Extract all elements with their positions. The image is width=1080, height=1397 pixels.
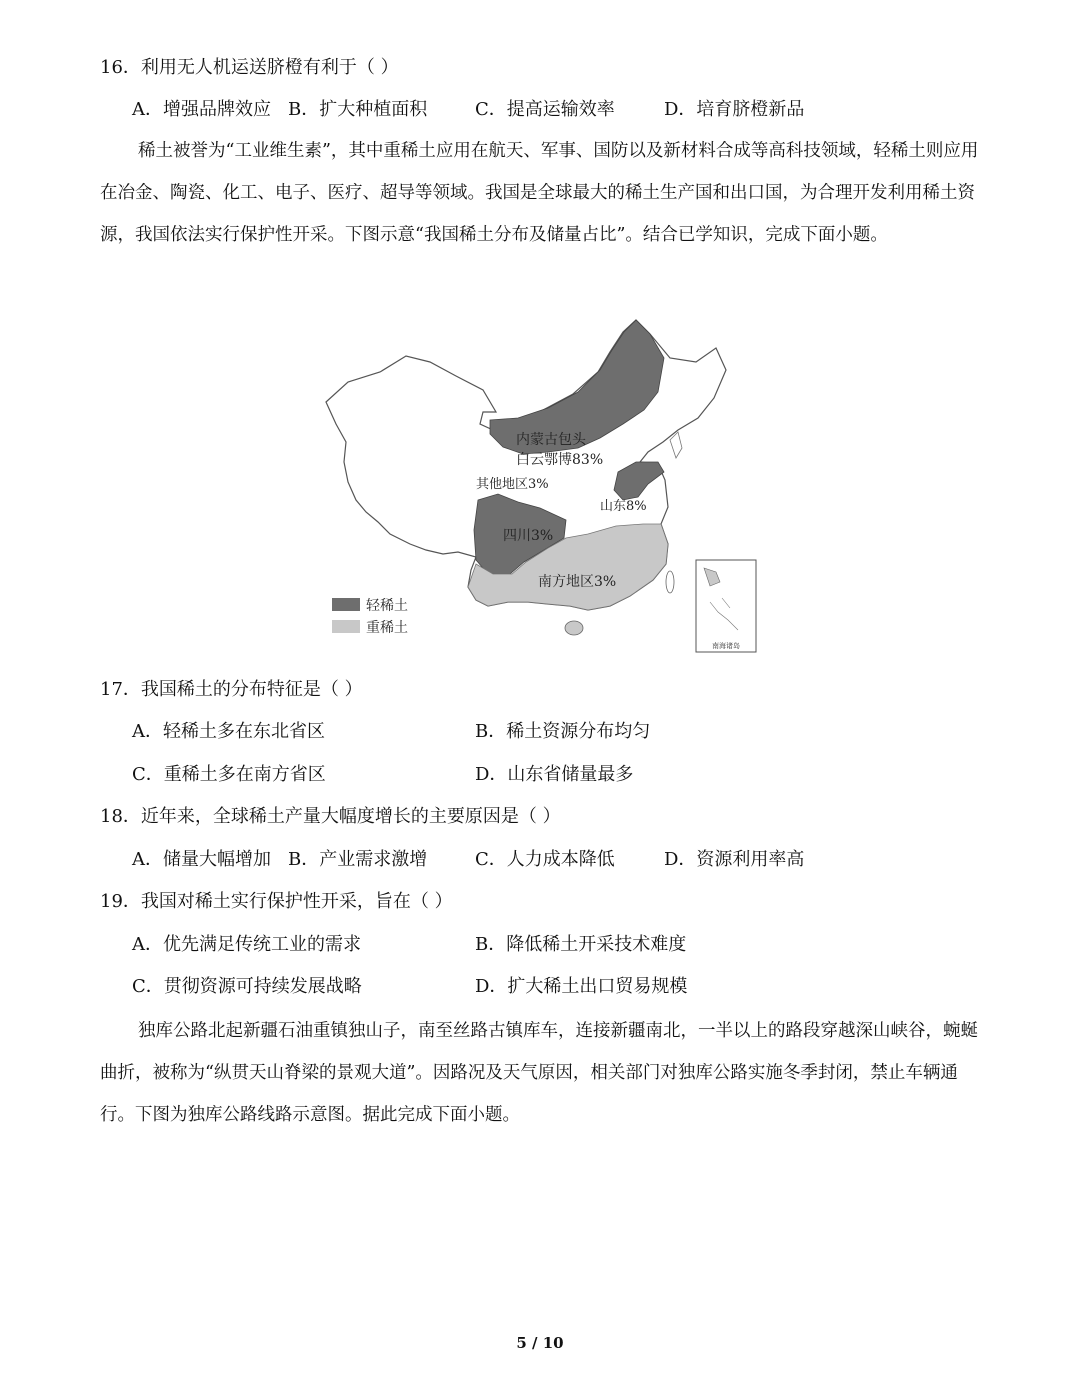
legend-swatch-light <box>332 598 360 611</box>
q17-option-d: D．山东省储量最多 <box>475 764 634 785</box>
legend-swatch-heavy <box>332 620 360 633</box>
korea-outline <box>670 432 682 458</box>
q18-option-b: B．产业需求激增 <box>288 849 428 870</box>
passage-duku-text: 独库公路北起新疆石油重镇独山子，南至丝路古镇库车，连接新疆南北，一半以上的路段穿越深山峡谷，蜿蜒曲折，被称为“纵贯天山脊梁的景观大道”。因路况及天气原因，相关部门对独库公路实施冬季封闭，禁止车辆通行。下图为独库公路线路示意图。据此完成下面小题。 <box>100 1021 978 1125</box>
legend-label-light: 轻稀土 <box>366 598 408 614</box>
q18-stem: 18．近年来，全球稀土产量大幅度增长的主要原因是（ ） <box>100 806 561 827</box>
inset-frame <box>696 560 756 652</box>
q16-stem: 16．利用无人机运送脐橙有利于（ ） <box>100 57 399 78</box>
rare-earth-map <box>318 312 766 658</box>
passage-rare-earth-text: 稀土被誉为“工业维生素”，其中重稀土应用在航天、军事、国防以及新材料合成等高科技领域，轻稀土则应用在冶金、陶瓷、化工、电子、医疗、超导等领域。我国是全球最大的稀土生产国和出口国，为合理开发利用稀土资源，我国依法实行保护性开采。下图示意“我国稀土分布及储量占比”。结合已学知识，完成下面小题。 <box>100 141 979 245</box>
q18-option-c: C．人力成本降低 <box>475 849 615 870</box>
q19-option-b: B．降低稀土开采技术难度 <box>475 934 687 955</box>
q17-option-b: B．稀土资源分布均匀 <box>475 721 651 742</box>
q17-stem: 17．我国稀土的分布特征是（ ） <box>100 679 363 700</box>
passage-duku-highway <box>100 1010 982 1136</box>
label-south: 南方地区3% <box>538 574 617 590</box>
q19-option-c: C．贯彻资源可持续发展战略 <box>132 976 362 997</box>
q18-option-a: A．储量大幅增加 <box>132 849 271 870</box>
taiwan-island <box>666 571 674 593</box>
q17-option-a: A．轻稀土多在东北省区 <box>132 721 325 742</box>
legend-label-heavy: 重稀土 <box>366 620 408 636</box>
q19-stem: 19．我国对稀土实行保护性开采，旨在（ ） <box>100 891 453 912</box>
q16-option-b: B．扩大种植面积 <box>288 99 428 120</box>
q19-option-d: D．扩大稀土出口贸易规模 <box>475 976 688 997</box>
label-neimeng-line1: 内蒙古包头 <box>516 432 586 448</box>
label-other: 其他地区3% <box>476 477 549 492</box>
q17-option-c: C．重稀土多在南方省区 <box>132 764 326 785</box>
inset-label: 南海诸岛 <box>712 642 740 650</box>
page-number: 5 / 10 <box>516 1334 564 1352</box>
label-neimeng-line2: 白云鄂博83% <box>516 452 604 468</box>
q19-option-a: A．优先满足传统工业的需求 <box>132 934 361 955</box>
q16-option-c: C．提高运输效率 <box>475 99 615 120</box>
q16-option-d: D．培育脐橙新品 <box>664 99 805 120</box>
passage-rare-earth <box>100 130 982 256</box>
label-shandong: 山东8% <box>600 499 647 514</box>
q18-option-d: D．资源利用率高 <box>664 849 805 870</box>
china-map-graphic <box>318 312 766 658</box>
hainan-island <box>565 621 583 635</box>
q16-option-a: A．增强品牌效应 <box>132 99 271 120</box>
label-sichuan: 四川3% <box>503 528 554 544</box>
